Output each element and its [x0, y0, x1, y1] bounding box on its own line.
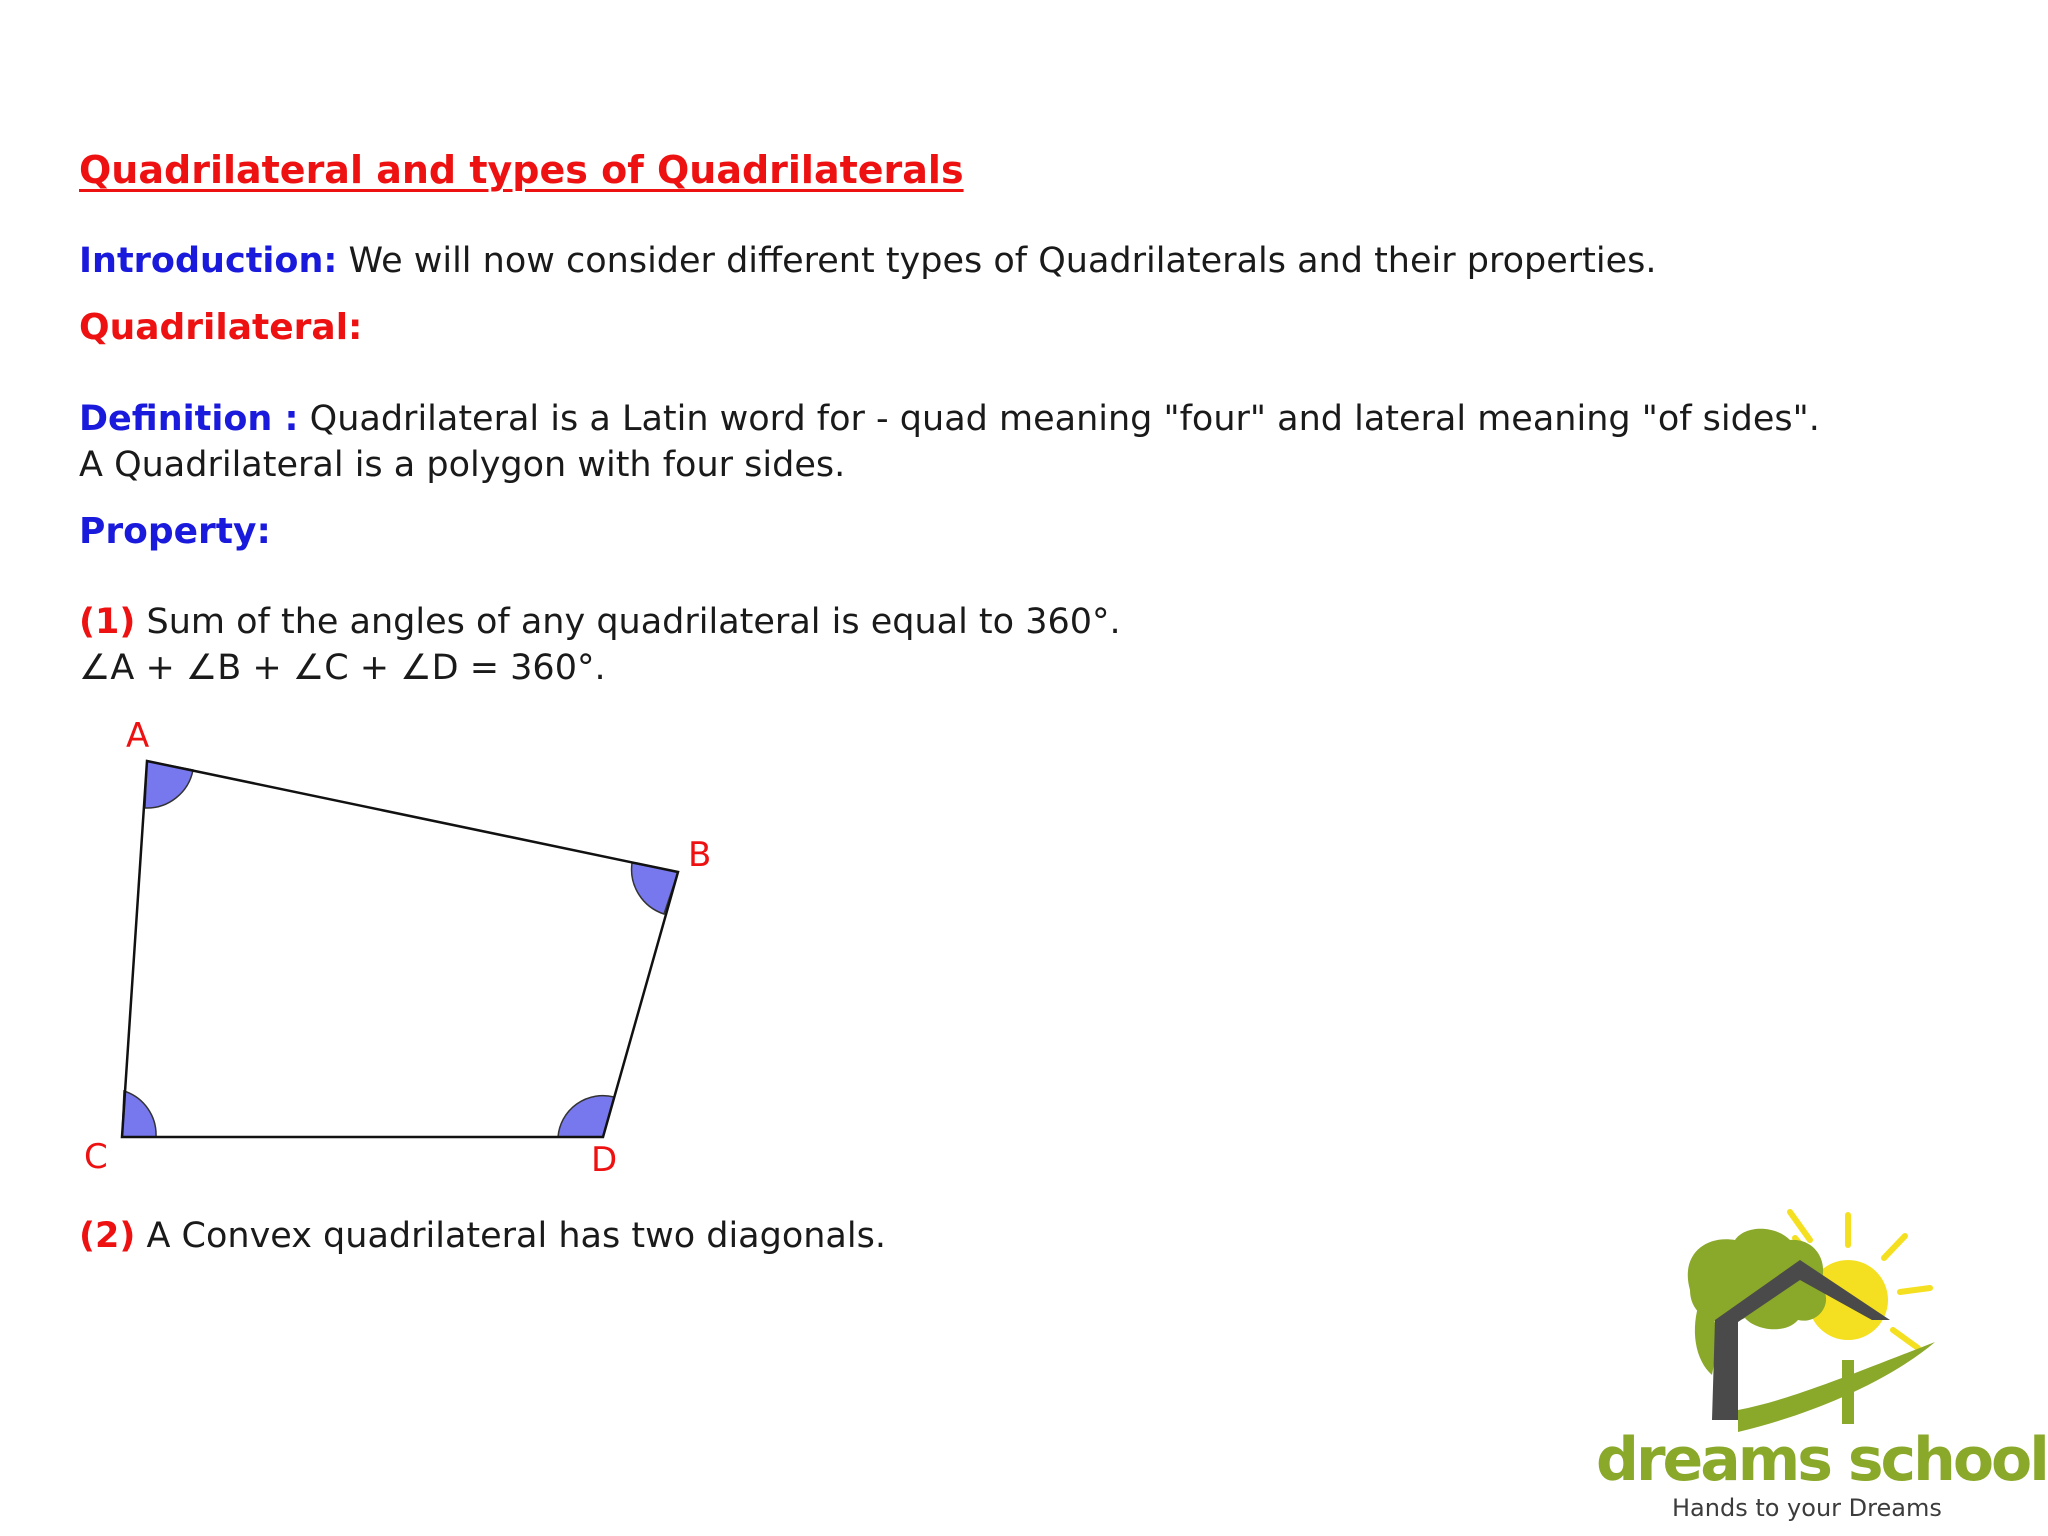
page-title: Quadrilateral and types of Quadrilaterals: [79, 148, 964, 192]
property-2-number: (2): [79, 1216, 136, 1256]
vertex-label-c: C: [84, 1137, 108, 1177]
intro-label: Introduction:: [79, 241, 338, 281]
definition-label: Definition :: [79, 399, 299, 439]
property-1-number: (1): [79, 602, 136, 642]
property-heading: Property:: [79, 511, 271, 552]
property-1-formula: ∠A + ∠B + ∠C + ∠D = 360°.: [79, 648, 606, 688]
logo-tagline: Hands to your Dreams: [1672, 1494, 1942, 1522]
quadrilateral-heading: Quadrilateral:: [79, 307, 363, 348]
intro-text: We will now consider different types of Quadrilaterals and their properties.: [337, 241, 1657, 281]
vertex-label-d: D: [591, 1140, 618, 1180]
vertex-label-a: A: [126, 716, 150, 756]
vertex-label-b: B: [688, 835, 712, 875]
definition-text: Quadrilateral is a Latin word for - quad meaning "four" and lateral meaning "of sides".: [298, 399, 1820, 439]
property-1-text: Sum of the angles of any quadrilateral is equal to 360°.: [135, 602, 1121, 642]
logo-name: dreams school: [1596, 1425, 2047, 1495]
property-2-text: A Convex quadrilateral has two diagonals.: [135, 1216, 886, 1256]
definition-line-2: A Quadrilateral is a polygon with four sides.: [79, 445, 846, 485]
